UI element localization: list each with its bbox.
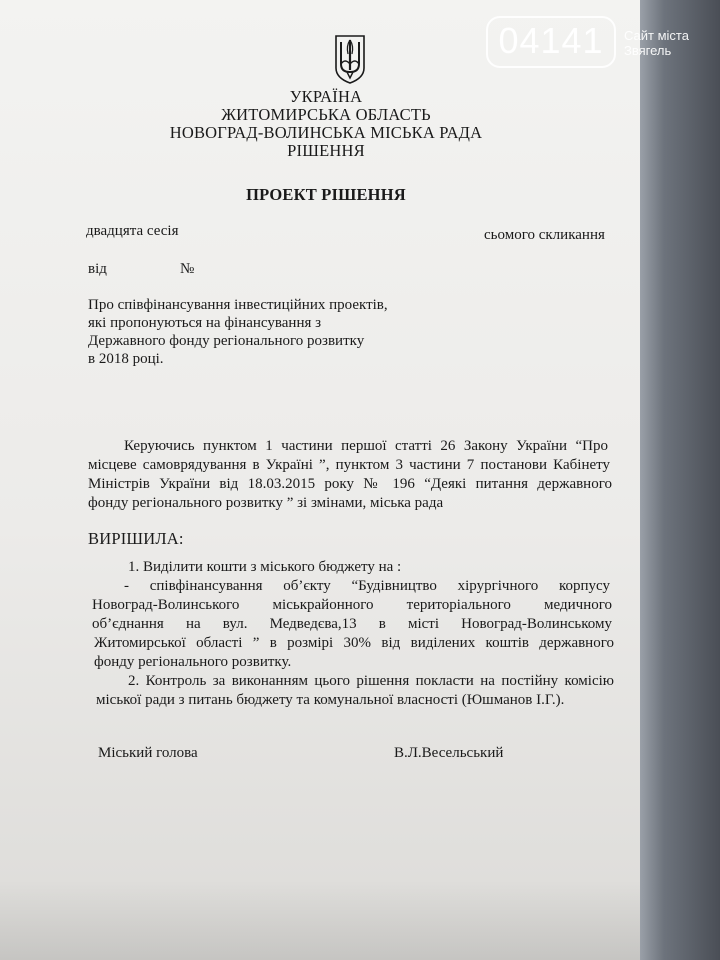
preamble-line: фонду регіонального розвитку ” зі змінами, міська рада: [88, 495, 444, 511]
page-shadow: [0, 880, 640, 960]
signature-name: В.Л.Весельський: [394, 745, 504, 761]
preamble-line: Міністрів України від 18.03.2015 року № 196 “Деякі питання державного: [88, 476, 612, 492]
subject-line: Про співфінансування інвестиційних проектів,: [88, 297, 388, 313]
document-title: ПРОЕКТ РІШЕННЯ: [246, 185, 406, 204]
subject-line: які пропонуються на фінансування з: [88, 315, 322, 331]
convocation: сьомого скликання: [484, 227, 605, 243]
item1-line: фонду регіонального розвитку.: [94, 654, 292, 670]
decided-heading: ВИРІШИЛА:: [88, 529, 184, 548]
header-country: УКРАЇНА: [289, 87, 363, 106]
header-doc-type: РІШЕННЯ: [287, 141, 365, 160]
preamble-line: місцеве самоврядування в Україні ”, пунктом 3 частини 7 постанови Кабінету: [88, 457, 610, 473]
signature-position: Міський голова: [98, 745, 198, 761]
number-label: №: [180, 261, 195, 277]
header-region: ЖИТОМИРСЬКА ОБЛАСТЬ: [221, 105, 431, 124]
item1-heading: 1. Виділити кошти з міського бюджету на :: [128, 559, 402, 575]
item2-line: міської ради з питань бюджету та комунальної власності (Юшманов І.Г.).: [96, 692, 565, 708]
header-council: НОВОГРАД-ВОЛИНСЬКА МІСЬКА РАДА: [169, 123, 483, 142]
watermark-site-text: [624, 28, 720, 58]
date-label: від: [88, 261, 107, 277]
item1-line: - співфінансування об’єкту “Будівництво хірургічного корпусу: [124, 578, 610, 594]
background-surface: [640, 0, 720, 960]
item1-line: Новоград-Волинського міськрайонного територіального медичного: [92, 597, 612, 613]
preamble-line: Керуючись пунктом 1 частини першої статті 26 Закону України “Про: [124, 438, 608, 454]
subject-line: в 2018 році.: [88, 351, 164, 367]
item2-line: 2. Контроль за виконанням цього рішення покласти на постійну комісію: [128, 673, 614, 689]
watermark-site-line1: Сайт міста: [624, 28, 689, 43]
item1-line: Житомирської області ” в розмірі 30% від виділених коштів державного: [94, 635, 614, 651]
item1-line: об’єднання на вул. Медведєва,13 в місті Новоград-Волинському: [92, 616, 612, 632]
trident-icon: [333, 34, 367, 84]
session-number: двадцята сесія: [86, 223, 179, 239]
watermark-site-line2: Звягель: [624, 43, 672, 58]
watermark-number: 04141: [498, 20, 604, 61]
subject-line: Державного фонду регіонального розвитку: [88, 333, 365, 349]
